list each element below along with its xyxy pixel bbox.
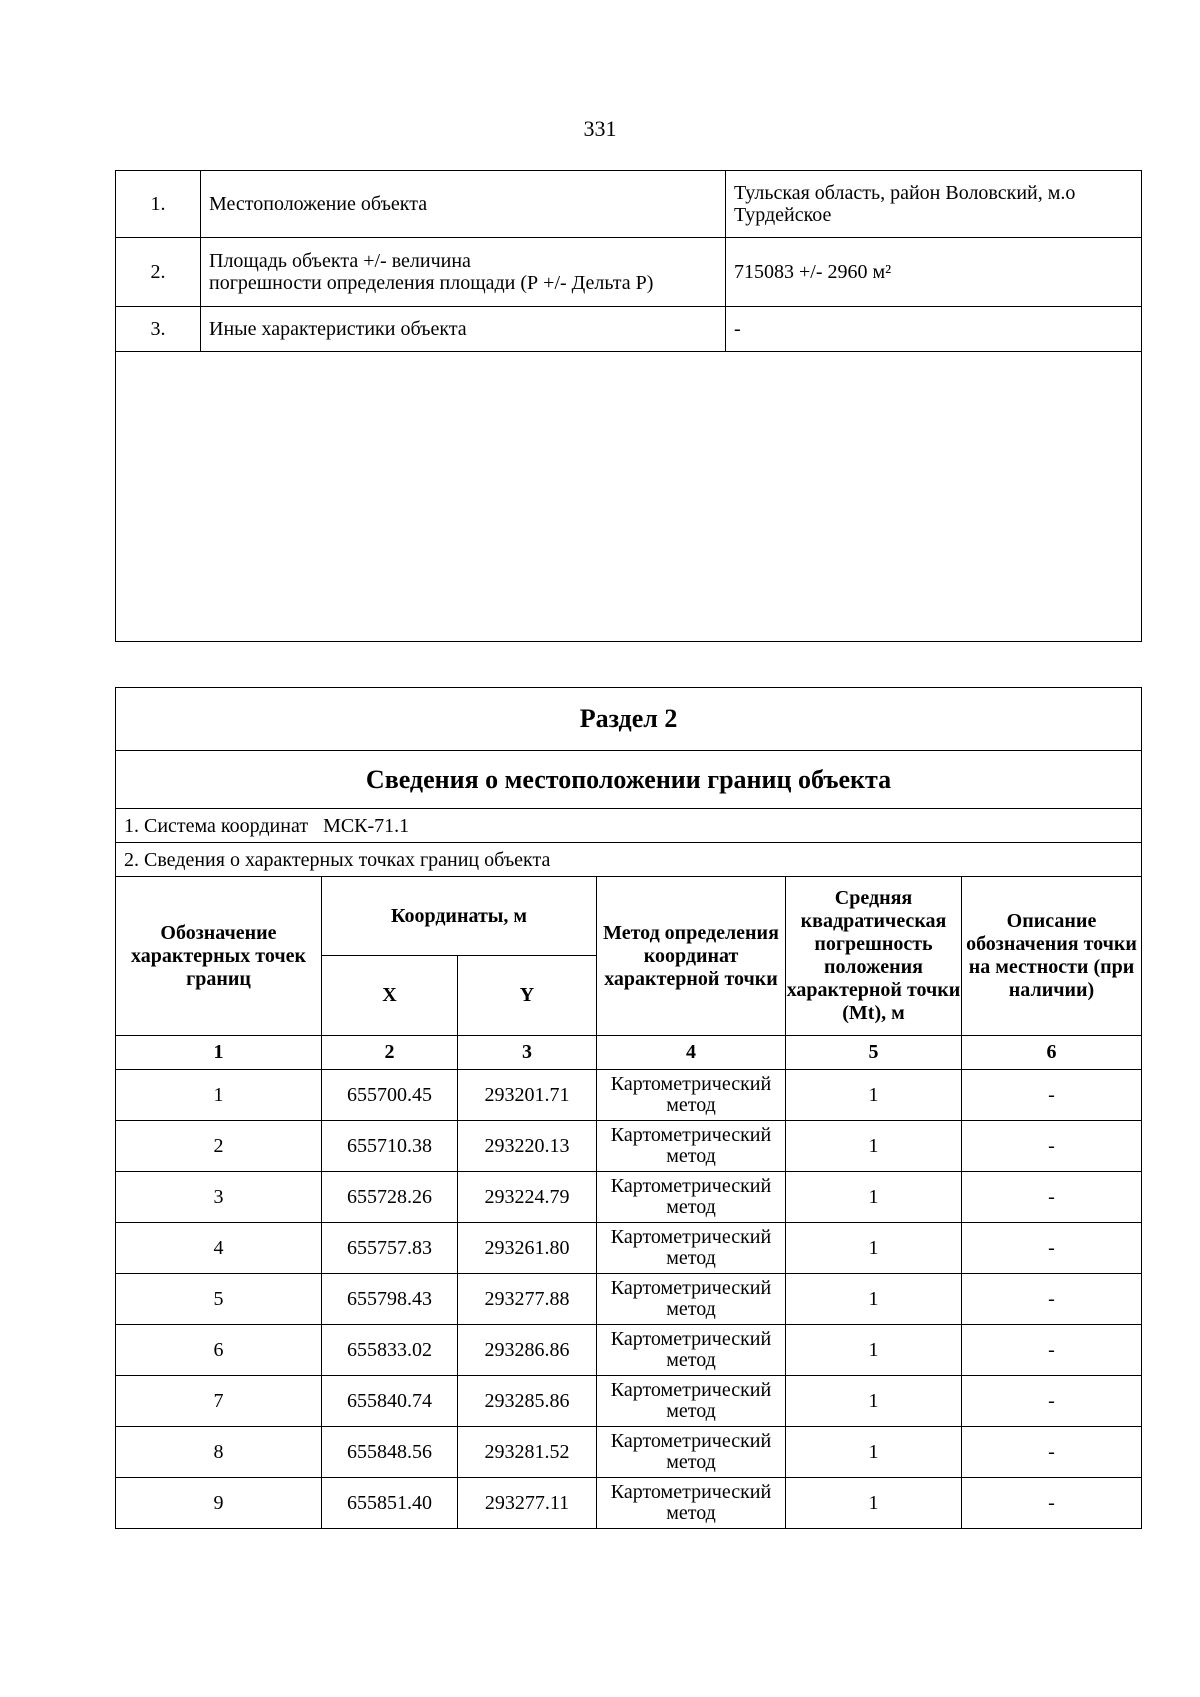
section-title-row <box>116 688 1142 751</box>
coord-system-label: 1. Система координат <box>124 814 309 837</box>
object-info-row <box>116 238 1142 307</box>
header-row <box>116 877 1142 956</box>
table-row <box>116 1121 1142 1172</box>
point-id: 6 <box>116 1325 322 1376</box>
section-title: Раздел 2 <box>116 688 1142 751</box>
object-info-row <box>116 307 1142 352</box>
table-row <box>116 1478 1142 1529</box>
point-x: 655700.45 <box>322 1070 458 1121</box>
row-number: 3. <box>116 307 201 352</box>
table-row <box>116 1172 1142 1223</box>
point-mt: 1 <box>786 1427 962 1478</box>
point-y: 293285.86 <box>458 1376 597 1427</box>
point-description: - <box>962 1376 1142 1427</box>
point-id: 1 <box>116 1070 322 1121</box>
coord-system <box>116 809 1142 843</box>
object-info-table <box>115 170 1142 642</box>
table-row <box>116 1223 1142 1274</box>
table-row <box>116 1427 1142 1478</box>
empty-area <box>116 352 1142 642</box>
point-method: Картометрический метод <box>597 1121 786 1172</box>
point-y: 293220.13 <box>458 1121 597 1172</box>
point-y: 293261.80 <box>458 1223 597 1274</box>
point-id: 4 <box>116 1223 322 1274</box>
point-method: Картометрический метод <box>597 1223 786 1274</box>
point-method: Картометрический метод <box>597 1070 786 1121</box>
column-numbers-row <box>116 1036 1142 1070</box>
point-mt: 1 <box>786 1070 962 1121</box>
section-subtitle-row <box>116 751 1142 809</box>
points-info-row <box>116 843 1142 877</box>
point-method: Картометрический метод <box>597 1478 786 1529</box>
point-mt: 1 <box>786 1121 962 1172</box>
row-label-line: погрешности определения площади (Р +/- Дельта Р) <box>209 272 654 294</box>
section-subtitle: Сведения о местоположении границ объекта <box>116 751 1142 809</box>
point-description: - <box>962 1121 1142 1172</box>
header-method: Метод определения координат характерной точки <box>597 877 786 1036</box>
row-number: 1. <box>116 171 201 238</box>
row-label <box>201 238 726 307</box>
point-method: Картометрический метод <box>597 1427 786 1478</box>
point-description: - <box>962 1070 1142 1121</box>
row-value: - <box>726 307 1142 352</box>
point-method: Картометрический метод <box>597 1274 786 1325</box>
column-number: 4 <box>597 1036 786 1070</box>
table-row <box>116 1070 1142 1121</box>
point-method: Картометрический метод <box>597 1376 786 1427</box>
column-number: 6 <box>962 1036 1142 1070</box>
point-y: 293201.71 <box>458 1070 597 1121</box>
point-description: - <box>962 1172 1142 1223</box>
point-id: 2 <box>116 1121 322 1172</box>
point-x: 655798.43 <box>322 1274 458 1325</box>
point-method: Картометрический метод <box>597 1325 786 1376</box>
row-label: Иные характеристики объекта <box>201 307 726 352</box>
row-label: Местоположение объекта <box>201 171 726 238</box>
header-designation: Обозначение характерных точек границ <box>116 877 322 1036</box>
column-number: 5 <box>786 1036 962 1070</box>
point-id: 7 <box>116 1376 322 1427</box>
point-y: 293224.79 <box>458 1172 597 1223</box>
column-number: 3 <box>458 1036 597 1070</box>
point-x: 655848.56 <box>322 1427 458 1478</box>
point-description: - <box>962 1223 1142 1274</box>
table-row <box>116 1274 1142 1325</box>
object-info-row <box>116 171 1142 238</box>
point-x: 655851.40 <box>322 1478 458 1529</box>
point-id: 8 <box>116 1427 322 1478</box>
point-mt: 1 <box>786 1376 962 1427</box>
table-row <box>116 1325 1142 1376</box>
point-description: - <box>962 1478 1142 1529</box>
point-mt: 1 <box>786 1274 962 1325</box>
column-number: 1 <box>116 1036 322 1070</box>
point-mt: 1 <box>786 1172 962 1223</box>
column-number: 2 <box>322 1036 458 1070</box>
point-method: Картометрический метод <box>597 1172 786 1223</box>
point-x: 655757.83 <box>322 1223 458 1274</box>
coord-system-value: МСК-71.1 <box>323 814 410 837</box>
row-value: 715083 +/- 2960 м² <box>726 238 1142 307</box>
point-x: 655710.38 <box>322 1121 458 1172</box>
point-description: - <box>962 1325 1142 1376</box>
point-y: 293286.86 <box>458 1325 597 1376</box>
page-number: 331 <box>583 116 617 141</box>
point-description: - <box>962 1274 1142 1325</box>
point-mt: 1 <box>786 1223 962 1274</box>
row-label-line: Площадь объекта +/- величина <box>209 250 471 272</box>
point-x: 655728.26 <box>322 1172 458 1223</box>
row-value: Тульская область, район Воловский, м.о Турдейское <box>726 171 1142 238</box>
point-description: - <box>962 1427 1142 1478</box>
point-y: 293281.52 <box>458 1427 597 1478</box>
point-id: 5 <box>116 1274 322 1325</box>
table-row <box>116 1376 1142 1427</box>
point-id: 9 <box>116 1478 322 1529</box>
point-y: 293277.11 <box>458 1478 597 1529</box>
point-mt: 1 <box>786 1325 962 1376</box>
header-y: Y <box>458 956 597 1036</box>
empty-area-row <box>116 352 1142 642</box>
row-number: 2. <box>116 238 201 307</box>
header-coordinates: Координаты, м <box>322 877 597 956</box>
point-id: 3 <box>116 1172 322 1223</box>
header-error: Средняя квадратическая погрешность положения характерной точки (Mt), м <box>786 877 962 1036</box>
points-info: 2. Сведения о характерных точках границ объекта <box>116 843 1142 877</box>
point-mt: 1 <box>786 1478 962 1529</box>
point-rows <box>116 1070 1142 1529</box>
header-x: X <box>322 956 458 1036</box>
point-x: 655840.74 <box>322 1376 458 1427</box>
boundary-points-table <box>115 687 1142 1529</box>
point-y: 293277.88 <box>458 1274 597 1325</box>
point-x: 655833.02 <box>322 1325 458 1376</box>
header-description: Описание обозначения точки на местности (при наличии) <box>962 877 1142 1036</box>
coord-system-row <box>116 809 1142 843</box>
